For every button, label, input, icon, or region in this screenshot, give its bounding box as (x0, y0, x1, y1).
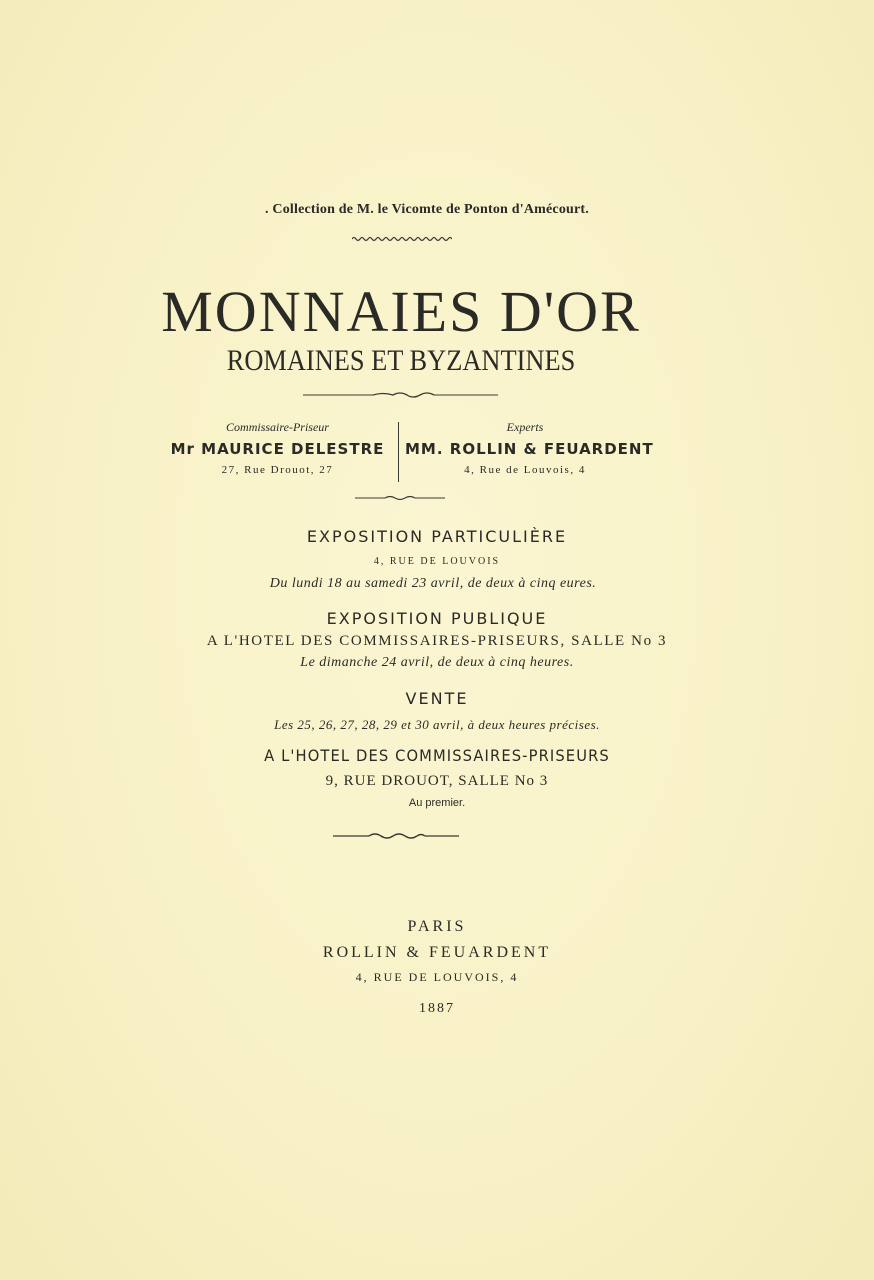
auctioneer-role: Commissaire-Priseur (226, 420, 329, 434)
sale-dates: Les 25, 26, 27, 28, 29 et 30 avril, à deux heures précises. (274, 717, 600, 732)
auctioneer-address: 27, Rue Drouot, 27 (221, 464, 334, 476)
public-exhibition-heading: EXPOSITION PUBLIQUE (326, 609, 548, 628)
experts-address: 4, Rue de Louvois, 4 (464, 464, 586, 476)
private-exhibition-address: 4, RUE DE LOUVOIS (373, 556, 501, 567)
publication-year: 1887 (419, 1001, 455, 1016)
public-exhibition-place: A L'HOTEL DES COMMISSAIRES-PRISEURS, SALLE No 3 (206, 633, 668, 649)
collection-line: . Collection de M. le Vicomte de Ponton d'Amécourt. (265, 202, 589, 217)
main-title: MONNAIES D'OR (161, 279, 641, 344)
experts-role: Experts (506, 420, 544, 434)
subtitle: ROMAINES ET BYZANTINES (226, 344, 576, 377)
publisher-name: ROLLIN & FEUARDENT (322, 944, 552, 961)
public-exhibition-dates: Le dimanche 24 avril, de deux à cinq heures. (300, 655, 574, 670)
column-divider (398, 422, 399, 482)
top-ornament-rule (352, 236, 452, 242)
auctioneer-block (170, 420, 385, 476)
private-exhibition-dates: Du lundi 18 au samedi 23 avril, de deux à cinq eures. (269, 576, 597, 591)
auctioneer-name: Mr MAURICE DELESTRE (170, 440, 385, 458)
title-ornament-rule (303, 390, 498, 400)
sale-place: A L'HOTEL DES COMMISSAIRES-PRISEURS (264, 746, 610, 765)
bottom-ornament-rule (333, 832, 459, 840)
experts-block (405, 420, 654, 476)
experts-name: MM. ROLLIN & FEUARDENT (405, 440, 654, 458)
sale-floor: Au premier. (408, 797, 466, 809)
publisher-city: PARIS (407, 918, 467, 935)
private-exhibition-heading: EXPOSITION PARTICULIÈRE (306, 527, 568, 546)
publisher-address: 4, RUE DE LOUVOIS, 4 (355, 970, 519, 984)
sale-room: 9, RUE DROUOT, SALLE No 3 (325, 773, 549, 789)
small-ornament-rule (355, 494, 445, 502)
sale-heading: VENTE (405, 689, 469, 708)
